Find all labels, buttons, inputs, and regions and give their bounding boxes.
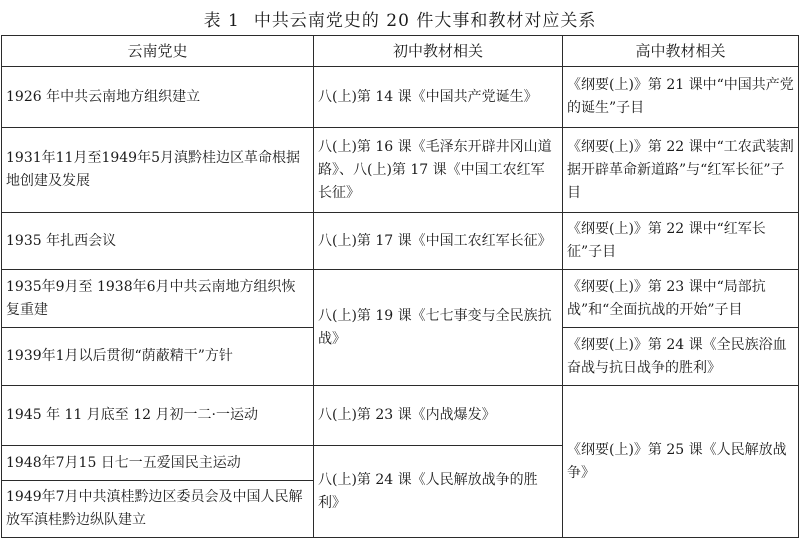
event-cell: 1935 年扎西会议 (2, 213, 314, 270)
header-row (2, 36, 799, 67)
table-row (2, 270, 799, 328)
senior-cell: 《纲要(上)》第 22 课中“工农武装割据开辟革命新道路”与“红军长征”子目 (563, 128, 799, 213)
event-cell: 1931年11月至1949年5月滇黔桂边区革命根据地创建及发展 (2, 128, 314, 213)
senior-cell: 《纲要(上)》第 24 课《全民族浴血奋战与抗日战争的胜利》 (563, 328, 799, 386)
header-junior-textbook: 初中教材相关 (314, 36, 563, 67)
correspondence-table (1, 35, 799, 538)
senior-cell: 《纲要(上)》第 22 课中“红军长征”子目 (563, 213, 799, 270)
table-title: 中共云南党史的 20 件大事和教材对应关系 (253, 11, 597, 31)
header-yunnan-history: 云南党史 (2, 36, 314, 67)
event-cell: 1949年7月中共滇桂黔边区委员会及中国人民解放军滇桂黔边纵队建立 (2, 481, 314, 538)
senior-cell: 《纲要(上)》第 23 课中“局部抗战”和“全面抗战的开始”子目 (563, 270, 799, 328)
event-cell: 1939年1月以后贯彻“荫蔽精干”方针 (2, 328, 314, 386)
event-cell: 1945 年 11 月底至 12 月初一二·一运动 (2, 386, 314, 446)
table-caption (0, 6, 800, 31)
table-row (2, 67, 799, 128)
table-row (2, 213, 799, 270)
header-senior-textbook: 高中教材相关 (563, 36, 799, 67)
junior-cell: 八(上)第 23 课《内战爆发》 (314, 386, 563, 446)
senior-cell: 《纲要(上)》第 21 课中“中国共产党的诞生”子目 (563, 67, 799, 128)
event-cell: 1948年7月15 日七一五爱国民主运动 (2, 446, 314, 481)
senior-cell: 《纲要(上)》第 25 课《人民解放战争》 (563, 386, 799, 538)
event-cell: 1926 年中共云南地方组织建立 (2, 67, 314, 128)
table-number: 表 1 (203, 11, 240, 31)
junior-cell: 八(上)第 19 课《七七事变与全民族抗战》 (314, 270, 563, 386)
junior-cell: 八(上)第 14 课《中国共产党诞生》 (314, 67, 563, 128)
table-row (2, 128, 799, 213)
event-cell: 1935年9月至 1938年6月中共云南地方组织恢复重建 (2, 270, 314, 328)
junior-cell: 八(上)第 24 课《人民解放战争的胜利》 (314, 446, 563, 538)
junior-cell: 八(上)第 16 课《毛泽东开辟井冈山道路》、八(上)第 17 课《中国工农红军长征》 (314, 128, 563, 213)
table-row (2, 386, 799, 446)
junior-cell: 八(上)第 17 课《中国工农红军长征》 (314, 213, 563, 270)
